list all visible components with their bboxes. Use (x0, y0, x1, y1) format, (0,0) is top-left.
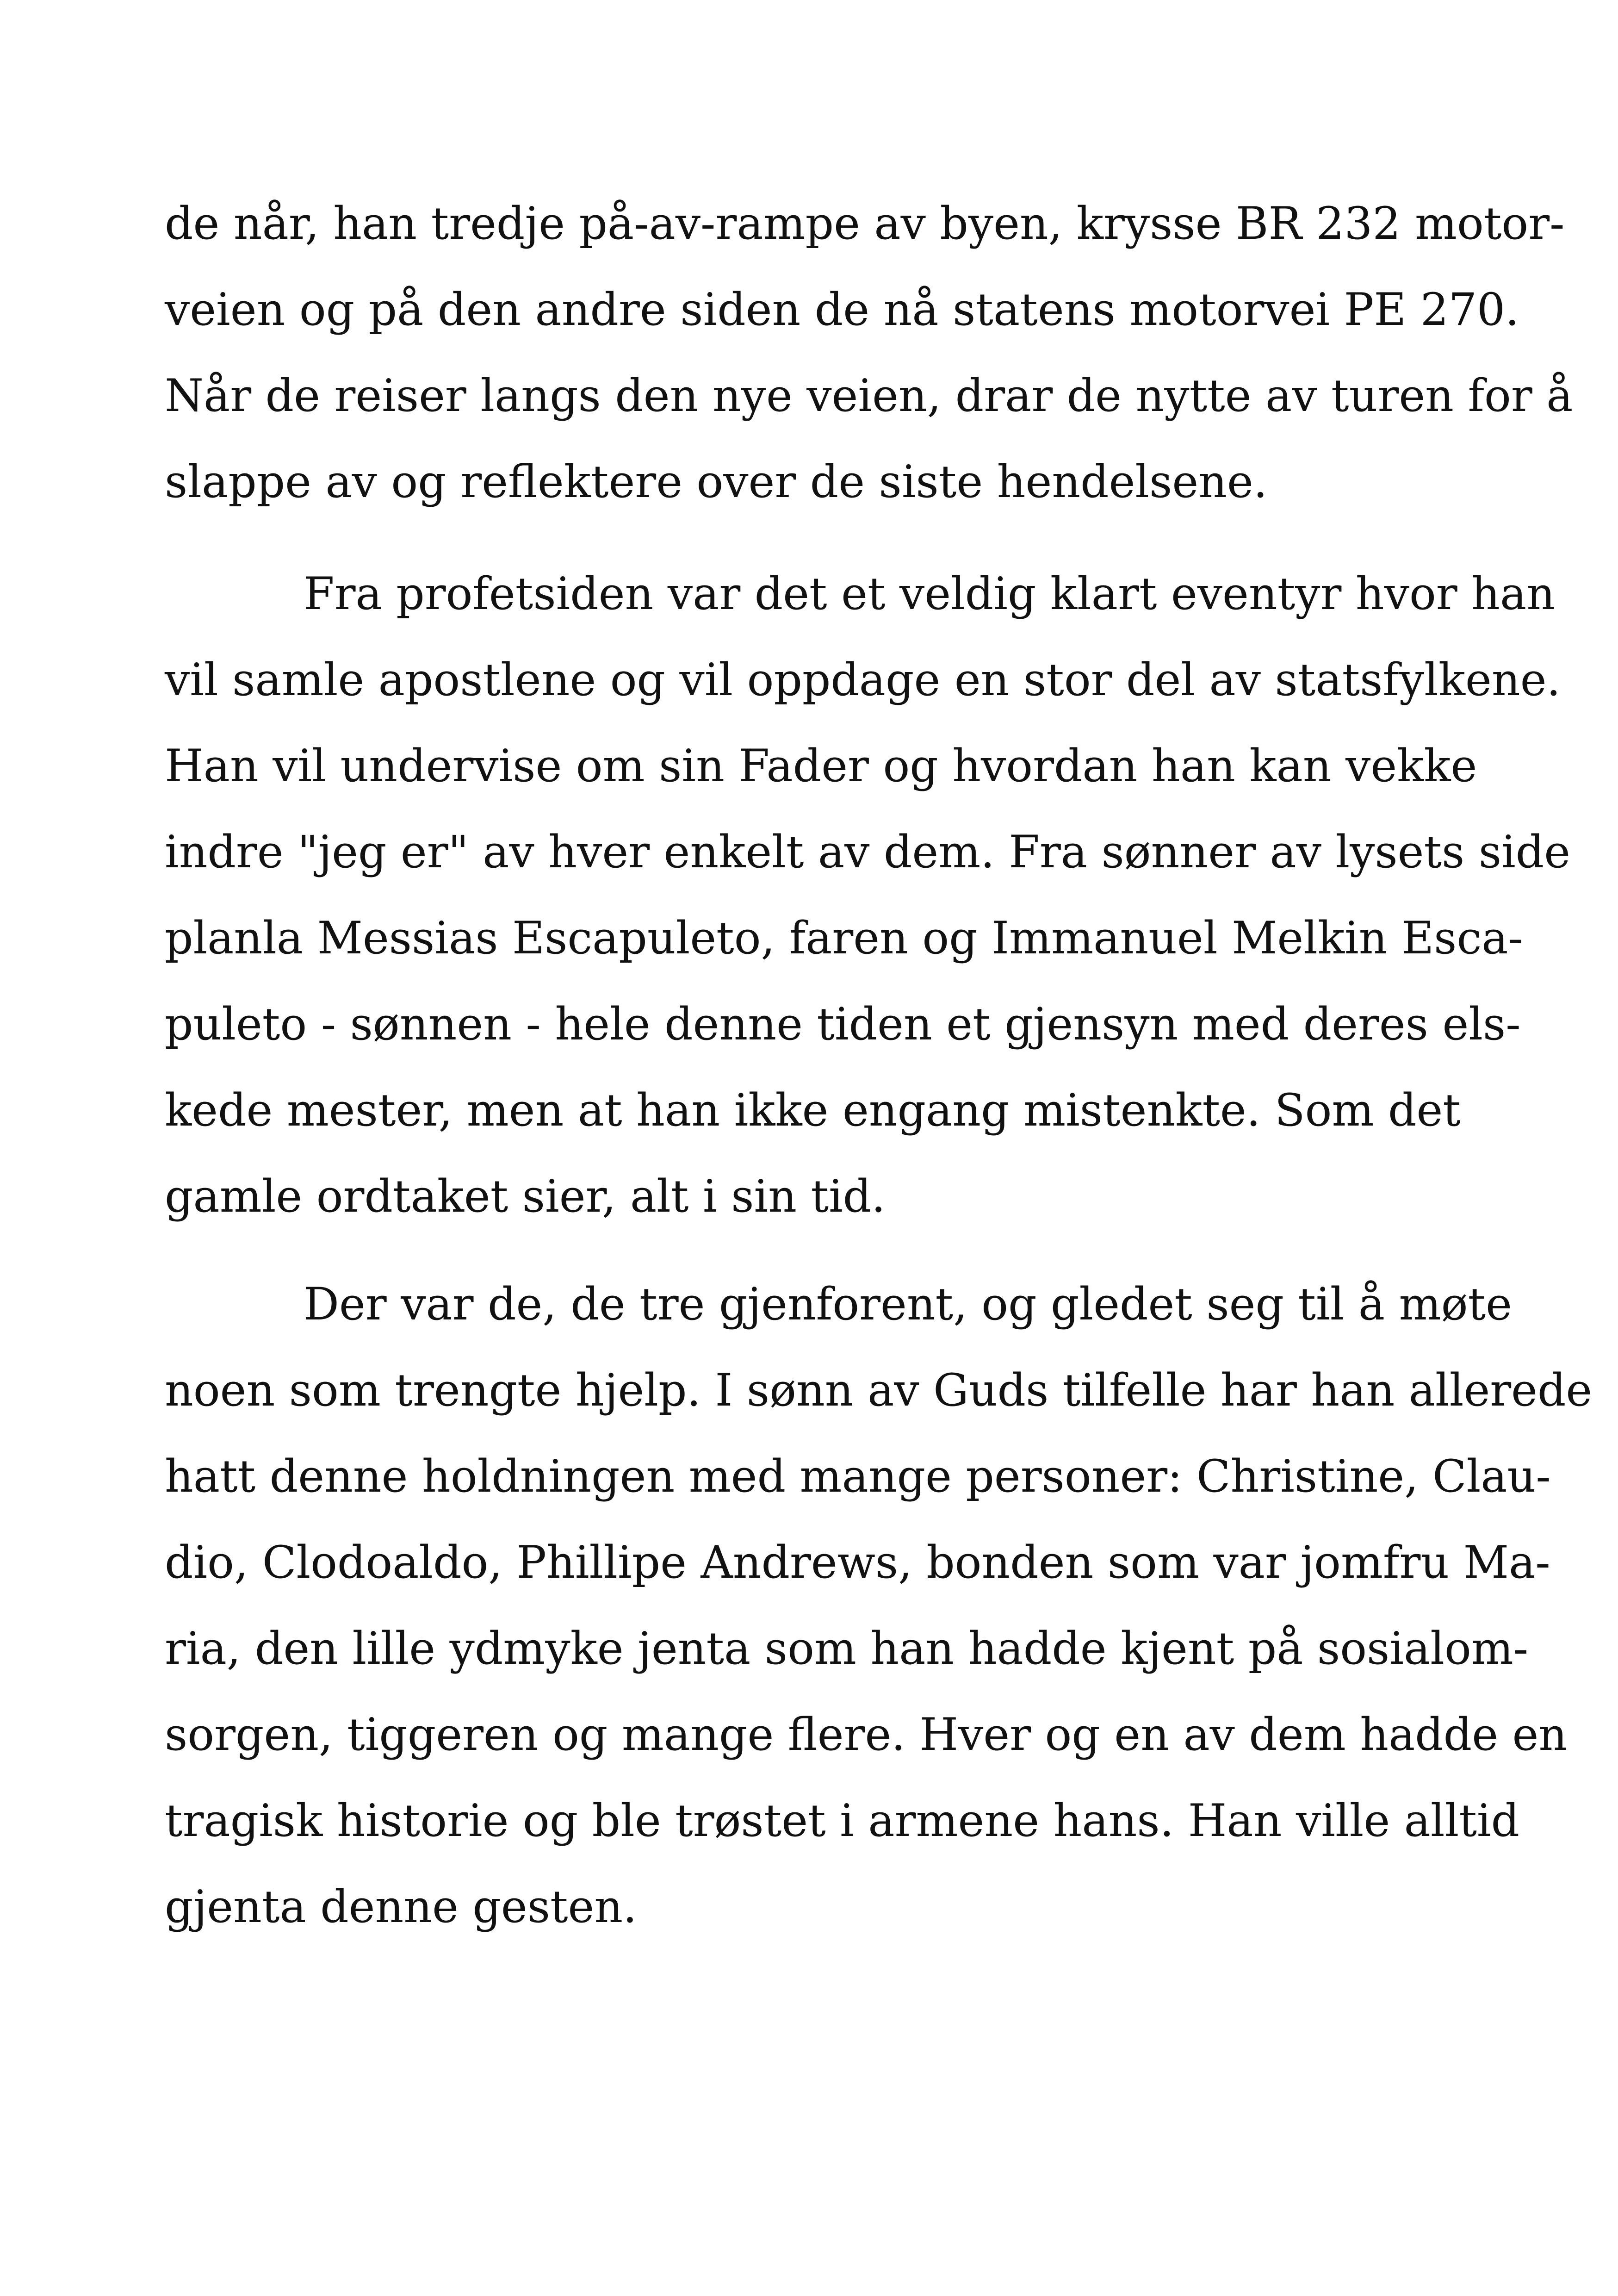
paragraph-line: Når de reiser langs den nye veien, drar de nytte av turen for å (165, 370, 1573, 422)
paragraph-line: dio, Clodoaldo, Phillipe Andrews, bonden som var jomfru Ma- (165, 1537, 1550, 1588)
paragraph-line: tragisk historie og ble trøstet i armene hans. Han ville alltid (165, 1795, 1520, 1847)
paragraph-line: Fra profetsiden var det et veldig klart eventyr hvor han (304, 568, 1556, 620)
paragraph-line: ria, den lille ydmyke jenta som han hadde kjent på sosialom- (165, 1623, 1529, 1674)
paragraph-3 (165, 1261, 1593, 1950)
paragraph-line: kede mester, men at han ikke engang mistenkte. Som det (165, 1084, 1461, 1136)
paragraph-line: slappe av og reflektere over de siste hendelsene. (165, 456, 1268, 508)
paragraph-line: vil samle apostlene og vil oppdage en stor del av statsfylkene. (165, 654, 1561, 706)
paragraph-line: hatt denne holdningen med mange personer: Christine, Clau- (165, 1450, 1551, 1502)
paragraph-line: noen som trengte hjelp. I sønn av Guds tilfelle har han allerede (165, 1364, 1593, 1416)
paragraph-line: Han vil undervise om sin Fader og hvordan han kan vekke (165, 740, 1477, 792)
paragraph-2 (165, 551, 1571, 1239)
paragraph-line: gjenta denne gesten. (165, 1881, 637, 1933)
paragraph-line: Der var de, de tre gjenforent, og gledet seg til å møte (304, 1278, 1512, 1330)
paragraph-line: puleto - sønnen - hele denne tiden et gjensyn med deres els- (165, 998, 1521, 1050)
paragraph-line: indre "jeg er" av hver enkelt av dem. Fra sønner av lysets side (165, 826, 1571, 878)
paragraph-line: planla Messias Escapuleto, faren og Immanuel Melkin Esca- (165, 912, 1523, 964)
paragraph-line: gamle ordtaket sier, alt i sin tid. (165, 1170, 886, 1222)
paragraph-line: sorgen, tiggeren og mange flere. Hver og en av dem hadde en (165, 1709, 1568, 1761)
paragraph-1 (165, 180, 1573, 525)
paragraph-line: veien og på den andre siden de nå statens motorvei PE 270. (165, 284, 1519, 336)
paragraph-line: de når, han tredje på-av-rampe av byen, krysse BR 232 motor- (165, 198, 1565, 249)
